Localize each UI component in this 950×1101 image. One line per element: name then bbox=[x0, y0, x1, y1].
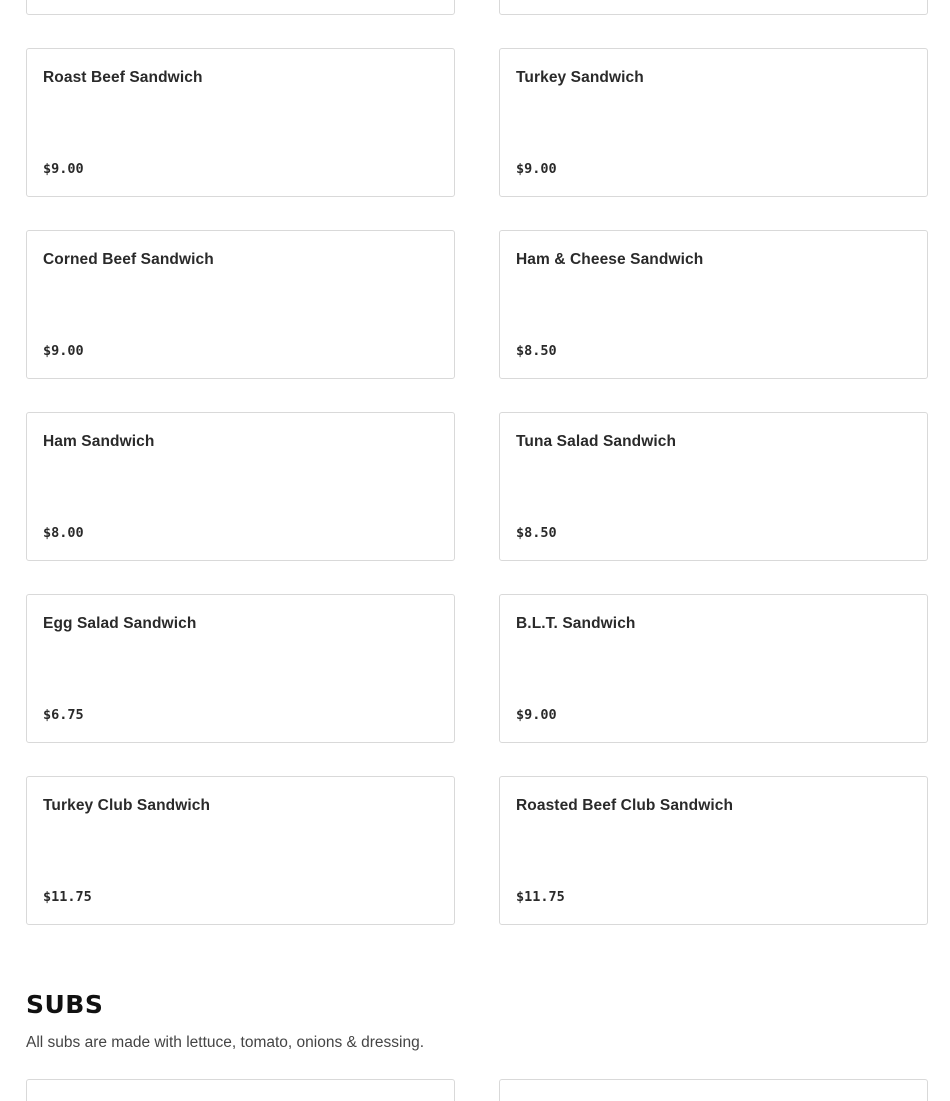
menu-item-name: Corned Beef Sandwich bbox=[43, 251, 214, 268]
menu-item-card[interactable] bbox=[499, 1079, 928, 1101]
menu-item-name: Tuna Salad Sandwich bbox=[516, 433, 677, 450]
menu-item-card[interactable] bbox=[499, 594, 928, 743]
menu-item-card[interactable] bbox=[499, 412, 928, 561]
menu-item-name: Ham & Cheese Sandwich bbox=[516, 251, 704, 268]
menu-item-name: Ham Sandwich bbox=[43, 433, 155, 450]
menu-item-price: $11.75 bbox=[43, 889, 92, 905]
menu-item-card[interactable] bbox=[499, 776, 928, 925]
subs-grid bbox=[26, 1079, 928, 1101]
menu-item-price: $11.75 bbox=[516, 889, 565, 905]
menu-item-price: $6.75 bbox=[43, 707, 84, 723]
section-title-subs: SUBS bbox=[26, 990, 104, 1019]
menu-item-card[interactable] bbox=[26, 594, 455, 743]
sandwich-grid bbox=[26, 0, 928, 925]
menu-item-name: Roasted Beef Club Sandwich bbox=[516, 797, 734, 814]
menu-item-card[interactable] bbox=[499, 0, 928, 15]
menu-item-price: $9.00 bbox=[516, 707, 557, 723]
menu-item-card[interactable] bbox=[26, 230, 455, 379]
menu-item-card[interactable] bbox=[26, 48, 455, 197]
menu-item-card[interactable] bbox=[26, 412, 455, 561]
menu-item-price: $8.50 bbox=[516, 343, 557, 359]
menu-item-card[interactable] bbox=[26, 0, 455, 15]
menu-item-name: Turkey Sandwich bbox=[516, 69, 644, 86]
menu-item-name: Roast Beef Sandwich bbox=[43, 69, 203, 86]
menu-item-name: Turkey Club Sandwich bbox=[43, 797, 211, 814]
menu-item-price: $9.00 bbox=[516, 161, 557, 177]
menu-item-card[interactable] bbox=[499, 48, 928, 197]
menu-item-name: B.L.T. Sandwich bbox=[516, 615, 636, 632]
menu-item-price: $9.00 bbox=[43, 161, 84, 177]
menu-item-card[interactable] bbox=[26, 1079, 455, 1101]
menu-item-price: $8.00 bbox=[43, 525, 84, 541]
menu-item-price: $8.50 bbox=[516, 525, 557, 541]
menu-item-price: $9.00 bbox=[43, 343, 84, 359]
menu-item-card[interactable] bbox=[26, 776, 455, 925]
menu-item-name: Egg Salad Sandwich bbox=[43, 615, 197, 632]
menu-item-card[interactable] bbox=[499, 230, 928, 379]
section-description-subs: All subs are made with lettuce, tomato, onions & dressing. bbox=[26, 1034, 425, 1051]
